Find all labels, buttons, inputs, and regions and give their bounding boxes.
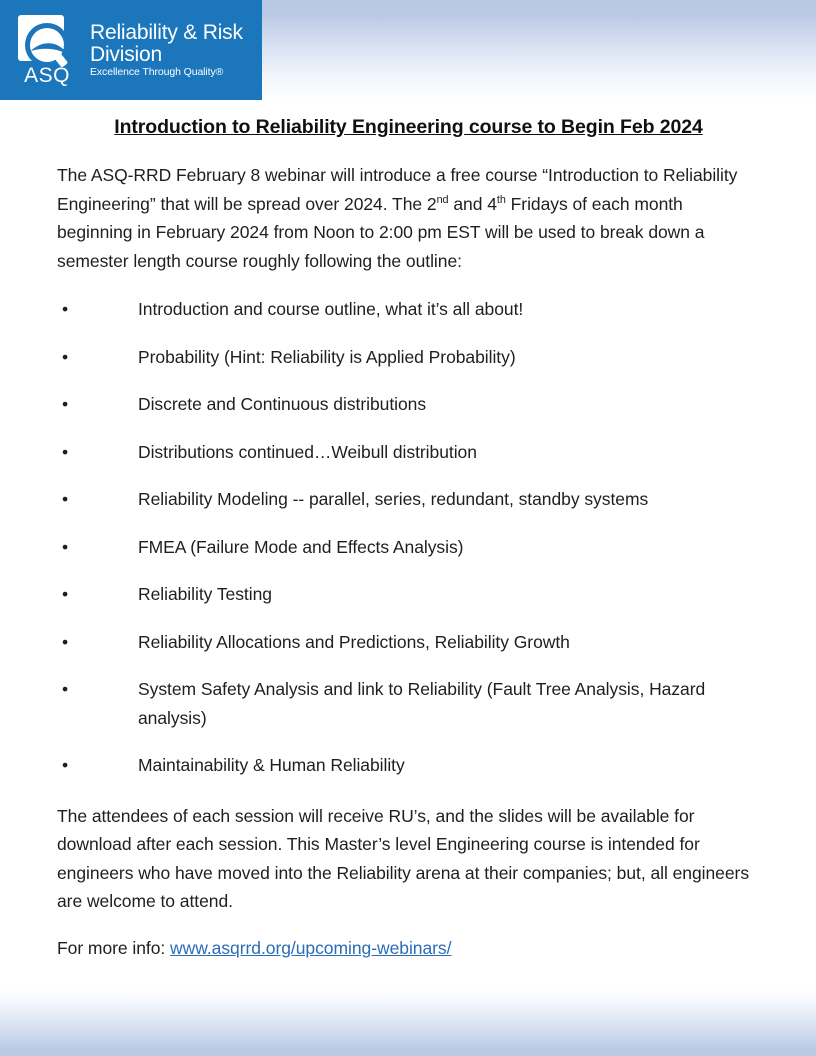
bullet-point-icon: • <box>62 489 69 509</box>
footer-gradient-band <box>0 990 816 1056</box>
outline-item-label: Discrete and Continuous distributions <box>138 394 427 414</box>
logo-line-2: Division <box>90 42 162 66</box>
outline-item-label: System Safety Analysis and link to Reliability (Fault Tree Analysis, Hazard analysis) <box>138 679 706 728</box>
bullet-point-icon: • <box>62 536 69 557</box>
logo-tagline: Excellence Through Quality® <box>90 66 224 79</box>
bullet-point-icon: • <box>62 631 69 652</box>
outline-item-label: Distributions continued…Weibull distribution <box>138 441 477 462</box>
more-info-label: For more info: <box>57 937 171 958</box>
ordinal-suffix-fourth: th <box>496 193 506 206</box>
outline-list-item <box>57 751 760 780</box>
logo-line-1: Reliability & Risk <box>90 20 243 44</box>
outline-list-item <box>57 675 760 732</box>
closing-paragraph: The attendees of each session will receive RU’s, and the slides will be available for download after each session. This Master’s level Engineering course is intended for engineers who have moved into the Reliability arena at their companies; but, all engineers are welcome to attend. <box>57 805 750 911</box>
page-title: Introduction to Reliability Engineering course to Begin Feb 2024 <box>114 116 703 138</box>
intro-paragraph <box>57 161 760 275</box>
bullet-point-icon: • <box>62 394 69 414</box>
bullet-point-icon: • <box>62 441 69 462</box>
bullet-point-icon: • <box>62 679 69 699</box>
asq-logo-wordmark <box>90 22 243 79</box>
intro-text-part-3: Fridays of each month beginning in February 2024 from Noon to 2:00 pm EST will be used to break down a semester length course roughly following the outline: <box>57 193 705 271</box>
outline-item-label: Reliability Testing <box>138 584 272 604</box>
svg-text:ASQ: ASQ <box>24 64 70 87</box>
document-content <box>0 104 816 962</box>
ordinal-suffix-second: nd <box>436 193 449 206</box>
intro-text-part-2: and 4 <box>448 193 497 214</box>
bullet-point-icon: • <box>62 299 69 319</box>
outline-list-item <box>57 390 760 419</box>
outline-item-label: FMEA (Failure Mode and Effects Analysis) <box>138 536 464 557</box>
bullet-point-icon: • <box>62 584 69 604</box>
outline-list-item <box>57 295 760 324</box>
asq-logo-mark-icon <box>14 15 80 87</box>
outline-list-item <box>57 485 760 514</box>
webinars-link[interactable]: www.asqrrd.org/upcoming-webinars/ <box>170 937 452 958</box>
outline-item-label: Probability (Hint: Reliability is Applied Probability) <box>138 346 516 367</box>
outline-item-label: Reliability Allocations and Predictions, Reliability Growth <box>138 631 570 652</box>
outline-list-item <box>57 533 760 562</box>
more-info-line <box>57 934 760 963</box>
bullet-point-icon: • <box>62 755 69 775</box>
outline-list-item <box>57 343 760 372</box>
outline-item-label: Reliability Modeling -- parallel, series, redundant, standby systems <box>138 489 649 509</box>
bullet-point-icon: • <box>62 346 69 367</box>
asq-logo-block <box>0 0 262 100</box>
outline-list-item <box>57 580 760 609</box>
course-outline-list <box>57 295 760 780</box>
outline-item-label: Maintainability & Human Reliability <box>138 755 405 775</box>
outline-item-label: Introduction and course outline, what it’s all about! <box>138 299 524 319</box>
outline-list-item <box>57 438 760 467</box>
intro-text-part-1: The ASQ-RRD February 8 webinar will introduce a free course “Introduction to Reliability Engineering” that will be spread over 2024. The 2 <box>57 165 738 214</box>
outline-list-item <box>57 628 760 657</box>
